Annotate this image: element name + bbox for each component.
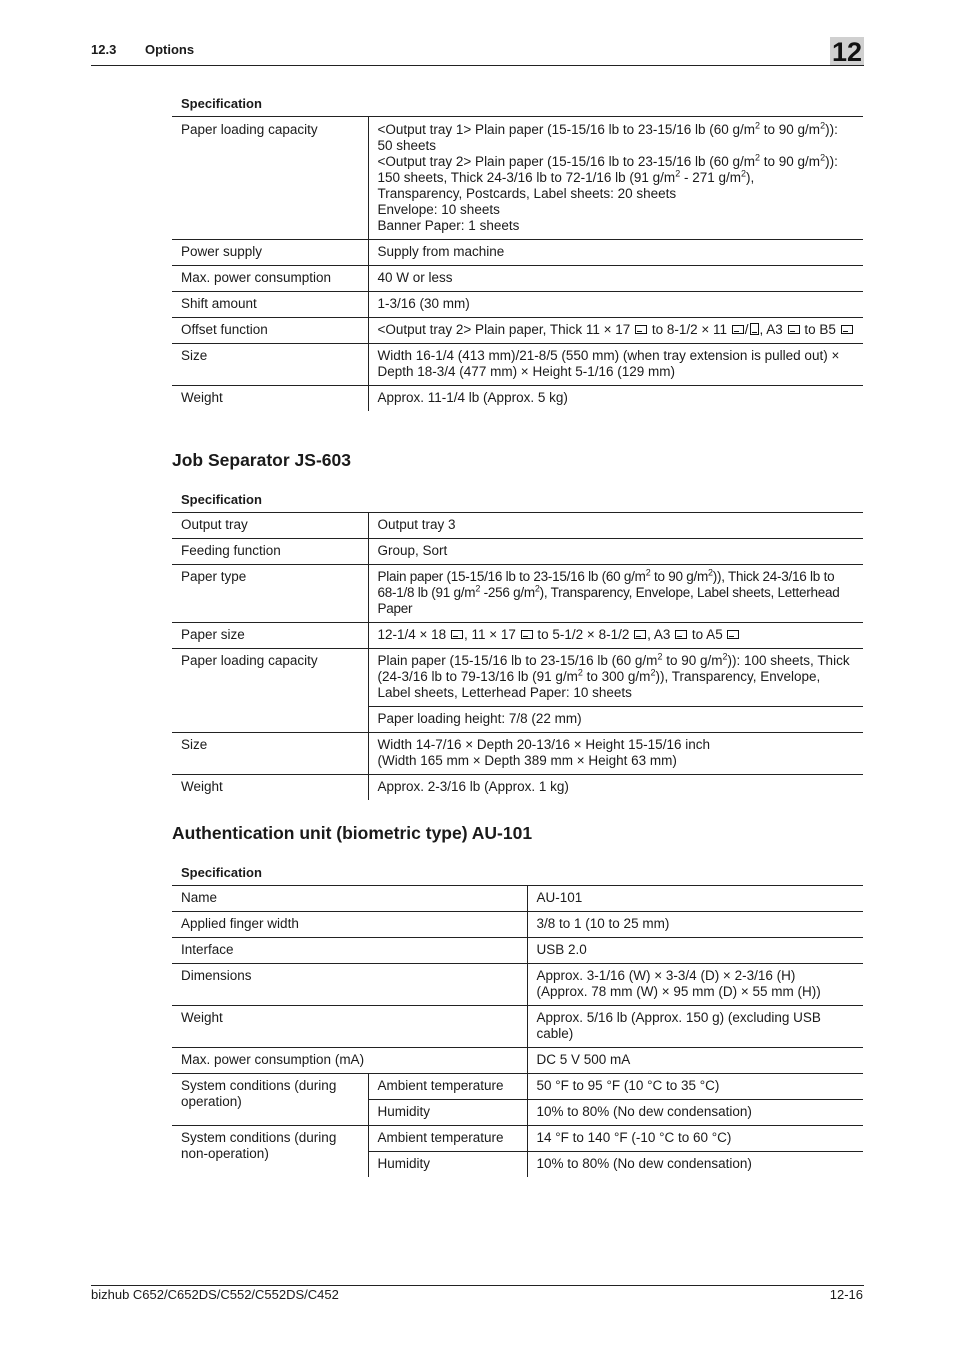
table-row — [172, 775, 863, 801]
row-key: Name — [172, 886, 527, 912]
row-key: Paper loading capacity — [172, 649, 368, 733]
row-key: Paper size — [172, 623, 368, 649]
row-key: Size — [172, 344, 368, 386]
section-title: Options — [145, 42, 195, 57]
row-subkey: Ambient temperature — [368, 1126, 527, 1152]
row-key: Weight — [172, 386, 368, 412]
row-key: Applied finger width — [172, 912, 527, 938]
row-value: Approx. 2-3/16 lb (Approx. 1 kg) — [377, 779, 569, 794]
row-value: Paper loading height: 7/8 (22 mm) — [377, 711, 582, 726]
row-value: Width 14-7/16 × Depth 20-13/16 × Height 15-15/16 inch (Width 165 mm × Depth 389 mm × Height 63 mm) — [377, 737, 710, 768]
table-row — [172, 964, 863, 1006]
row-value: USB 2.0 — [536, 942, 587, 957]
table-row — [172, 117, 863, 240]
table-row — [172, 938, 863, 964]
row-value: AU-101 — [536, 890, 583, 905]
table-row — [172, 344, 863, 386]
paper-landscape-icon — [675, 630, 687, 639]
table-row — [172, 386, 863, 412]
table-row — [172, 649, 863, 707]
row-value: Width 16-1/4 (413 mm)/21-8/5 (550 mm) (when tray extension is pulled out) × Depth 18-3/4 (477 mm) × Height 5-1/16 (129 mm) — [377, 348, 840, 379]
footer-rule — [91, 1285, 864, 1286]
row-key: Max. power consumption — [172, 266, 368, 292]
row-value: Group, Sort — [377, 543, 448, 558]
table-row — [172, 1074, 863, 1100]
row-value: 12-1/4 × 18 , 11 × 17 to 5-1/2 × 8-1/2 , A3 to A5 — [368, 623, 863, 649]
row-key: Weight — [172, 1006, 527, 1048]
row-key: Paper loading capacity — [172, 117, 368, 240]
row-value: 10% to 80% (No dew condensation) — [536, 1104, 752, 1119]
row-key: Output tray — [172, 513, 368, 539]
row-value: Plain paper (15-15/16 lb to 23-15/16 lb (60 $g/m^2$ to 90 $g/m^2$)): 100 sheets, Thick (24-3/16 lb to 79-13/16 lb (91 $g/m^2$ to 300 $g/m^2$)), Transparency, Envelope, Label sheets, Letterhead Paper: 10 sheets — [377, 651, 850, 700]
row-key: Feeding function — [172, 539, 368, 565]
auth-unit-spec-table — [172, 885, 863, 1177]
row-value: Approx. 5/16 lb (Approx. 150 g) (excluding USB cable) — [536, 1010, 821, 1041]
paper-portrait-icon — [750, 323, 759, 335]
spec-label: Specification — [181, 865, 262, 880]
row-key: Offset function — [172, 318, 368, 344]
row-key: Paper type — [172, 565, 368, 623]
row-value: Plain paper (15-15/16 lb to 23-15/16 lb (60 $g/m^2$ to 90 $g/m^2$)), Thick 24-3/16 lb to 68-1/8 lb (91 $g/m^2$ -256 $g/m^2$), Transparency, Envelope, Label sheets, Letterhead Paper — [377, 567, 840, 616]
row-key: Dimensions — [172, 964, 527, 1006]
row-value: Supply from machine — [377, 244, 505, 259]
row-value: 40 W or less — [377, 270, 453, 285]
table-row — [172, 1048, 863, 1074]
paper-landscape-icon — [727, 630, 739, 639]
row-value: DC 5 V 500 mA — [536, 1052, 631, 1067]
row-value: Approx. 11-1/4 lb (Approx. 5 kg) — [377, 390, 568, 405]
row-subkey: Ambient temperature — [368, 1074, 527, 1100]
row-value: <Output tray 2> Plain paper, Thick 11 × 17 to 8-1/2 × 11 / , A3 to B5 — [368, 318, 863, 344]
spec-label: Specification — [181, 492, 262, 507]
spec-label: Specification — [181, 96, 262, 111]
table-row — [172, 1126, 863, 1152]
row-key: Interface — [172, 938, 527, 964]
row-key: Max. power consumption (mA) — [172, 1048, 527, 1074]
row-subkey: Humidity — [368, 1100, 527, 1126]
output-tray-spec-table — [172, 116, 863, 411]
row-subkey: Humidity — [368, 1152, 527, 1178]
row-value: 3/8 to 1 (10 to 25 mm) — [536, 916, 670, 931]
auth-unit-heading: Authentication unit (biometric type) AU-101 — [172, 823, 533, 843]
table-row — [172, 318, 863, 344]
table-row — [172, 539, 863, 565]
paper-landscape-icon — [451, 630, 463, 639]
row-value: 50 °F to 95 °F (10 °C to 35 °C) — [536, 1078, 720, 1093]
table-row — [172, 912, 863, 938]
table-row — [172, 1006, 863, 1048]
page-number: 12-16 — [829, 1287, 863, 1302]
paper-landscape-icon — [841, 325, 853, 334]
row-key: Size — [172, 733, 368, 775]
paper-landscape-icon — [732, 325, 744, 334]
row-value: Approx. 3-1/16 (W) × 3-3/4 (D) × 2-3/16 (H) (Approx. 78 mm (W) × 95 mm (D) × 55 mm (H)) — [536, 968, 821, 999]
paper-landscape-icon — [788, 325, 800, 334]
table-row — [172, 266, 863, 292]
table-row — [172, 565, 863, 623]
row-key: System conditions (during operation) — [172, 1074, 368, 1126]
job-separator-heading: Job Separator JS-603 — [172, 450, 351, 470]
table-row — [172, 623, 863, 649]
job-separator-spec-table — [172, 512, 863, 800]
table-row — [172, 240, 863, 266]
row-value: 1-3/16 (30 mm) — [377, 296, 470, 311]
chapter-number: 12 — [831, 37, 863, 67]
row-key: Power supply — [172, 240, 368, 266]
row-key: System conditions (during non-operation) — [172, 1126, 368, 1178]
paper-landscape-icon — [635, 325, 647, 334]
table-row — [172, 513, 863, 539]
row-key: Weight — [172, 775, 368, 801]
header-rule — [91, 65, 864, 66]
row-value: 10% to 80% (No dew condensation) — [536, 1156, 752, 1171]
table-row — [172, 886, 863, 912]
paper-landscape-icon — [634, 630, 646, 639]
table-row — [172, 292, 863, 318]
row-value: Output tray 3 — [377, 517, 456, 532]
footer-model: bizhub C652/C652DS/C552/C552DS/C452 — [91, 1287, 339, 1302]
paper-landscape-icon — [521, 630, 533, 639]
section-number: 12.3 — [91, 42, 117, 57]
table-row — [172, 733, 863, 775]
row-key: Shift amount — [172, 292, 368, 318]
running-header — [91, 42, 194, 57]
row-value: <Output tray 1> Plain paper (15-15/16 lb to 23-15/16 lb (60 $g/m^2$ to 90 $g/m^2$)): 50 sheets <Output tray 2> Plain paper (15-15/16 lb to 23-15/16 lb (60 $g/m^2$ to 90 $g/m^2$)): 150 sheets, Thick 24-3/16 lb to 72-1/16 lb (91 $g/m^2 - 271$ $g/m^2$), Transparency, Postcards, Label sheets: 20 sheets Envelope: 10 sheets Banner Paper: 1 sheets — [377, 120, 838, 233]
row-value: 14 °F to 140 °F (-10 °C to 60 °C) — [536, 1130, 732, 1145]
